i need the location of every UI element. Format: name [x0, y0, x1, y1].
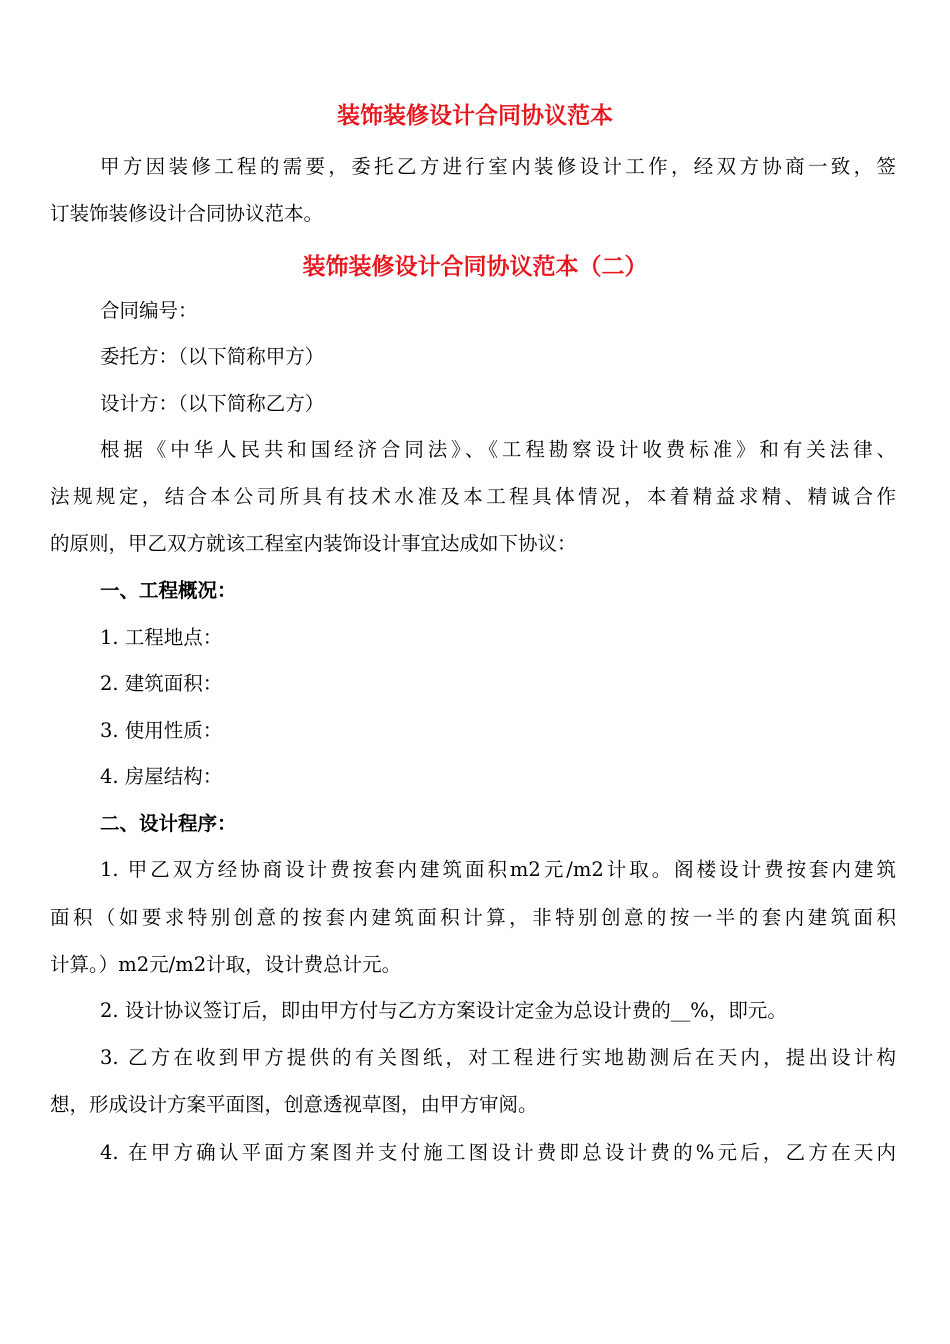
- section-2-item-1-line-1: 1. 甲乙双方经协商设计费按套内建筑面积m2元/m2计取。阁楼设计费按套内建筑: [100, 858, 896, 881]
- section-2-item-1-line-3: 计算。）m2元/m2计取，设计费总计元。: [50, 953, 402, 976]
- section-2-item-4-line-1: 4. 在甲方确认平面方案图并支付施工图设计费即总设计费的%元后，乙方在天内: [100, 1141, 896, 1164]
- section-1-item-structure: 4. 房屋结构：: [100, 765, 223, 788]
- section-1-heading: 一、工程概况：: [100, 579, 237, 602]
- section-2-item-3-line-2: 想，形成设计方案平面图，创意透视草图，由甲方审阅。: [50, 1093, 538, 1116]
- basis-paragraph-line-3: 的原则，甲乙双方就该工程室内装饰设计事宜达成如下协议：: [50, 532, 577, 555]
- document-title: 装饰装修设计合同协议范本: [337, 102, 613, 129]
- section-2-item-2-line-1: 2. 设计协议签订后，即由甲方付与乙方方案设计定金为总设计费的__%，即元。: [100, 999, 787, 1022]
- section-2-item-3-line-1: 3. 乙方在收到甲方提供的有关图纸，对工程进行实地勘测后在天内，提出设计构: [100, 1046, 896, 1069]
- contract-number-field: 合同编号：: [100, 299, 198, 322]
- section-1-item-usage: 3. 使用性质：: [100, 719, 223, 742]
- section-1-item-area: 2. 建筑面积：: [100, 672, 223, 695]
- intro-paragraph-line-1: 甲方因装修工程的需要，委托乙方进行室内装修设计工作，经双方协商一致，签: [100, 155, 896, 178]
- client-party-field: 委托方：（以下简称甲方）: [100, 345, 325, 368]
- basis-paragraph-line-1: 根据《中华人民共和国经济合同法》、《工程勘察设计收费标准》和有关法律、: [100, 438, 896, 461]
- basis-paragraph-line-2: 法规规定，结合本公司所具有技术水准及本工程具体情况，本着精益求精、精诚合作: [50, 485, 896, 508]
- designer-party-field: 设计方：（以下简称乙方）: [100, 392, 325, 415]
- section-1-item-location: 1. 工程地点：: [100, 626, 223, 649]
- section-2-item-1-line-2: 面积（如要求特别创意的按套内建筑面积计算，非特别创意的按一半的套内建筑面积: [50, 906, 896, 929]
- intro-paragraph-line-2: 订装饰装修设计合同协议范本。: [50, 202, 324, 225]
- document-subtitle: 装饰装修设计合同协议范本（二）: [302, 253, 648, 280]
- section-2-heading: 二、设计程序：: [100, 812, 237, 835]
